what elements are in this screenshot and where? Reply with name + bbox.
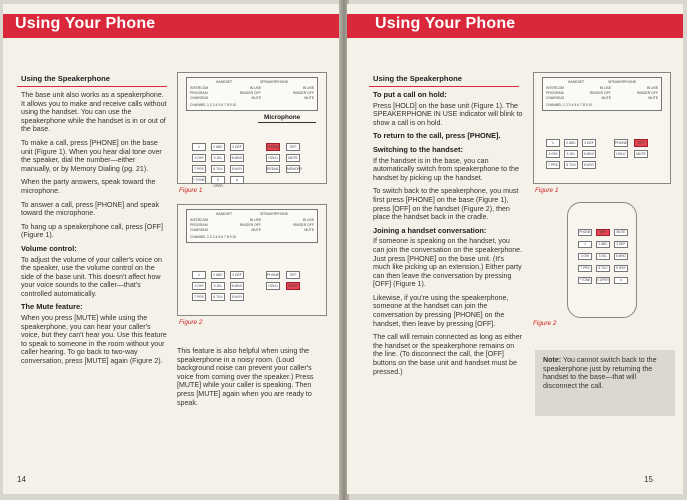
- rpanel-label-speakerphone: SPEAKERPHONE: [608, 80, 637, 84]
- fig2-off-button: OFF: [286, 271, 300, 279]
- indicator-panel: [186, 77, 318, 111]
- hs-mute-button: MUTE: [614, 229, 628, 236]
- hold-text: Press [HOLD] on the base unit (Figure 1). The SPEAKERPHONE IN USE indicator will blink to show a call is on hold.: [373, 101, 523, 127]
- right-column-text: [373, 91, 523, 381]
- handset-figure-2: [567, 202, 637, 318]
- r-phone-button: PHONE: [615, 141, 628, 145]
- hs-key-2: 2 ABC: [596, 241, 610, 248]
- right-section-heading: Using the Speakerphone: [373, 74, 463, 83]
- indicator-panel-2: [186, 209, 318, 243]
- volume-heading: Volume control:: [21, 243, 77, 253]
- panel-label-intercom: INTERCOM: [190, 86, 209, 90]
- note-text: You cannot switch back to the speakerphone just by returning the handset to the base—that will disconnect the call.: [543, 356, 657, 390]
- redial-button: REDIAL: [267, 167, 280, 171]
- r-key-3: 3 DEF: [582, 139, 596, 147]
- r-key-9: 9 WXY: [583, 163, 595, 167]
- key-6: 6 MNO: [231, 156, 243, 160]
- key-2: 2 ABC: [211, 143, 225, 151]
- join-heading: Joining a handset conversation:: [373, 225, 487, 235]
- hs-key-1: 1: [578, 241, 592, 248]
- fig2-phone-button: PHONE: [267, 273, 280, 277]
- key-9: 9 WXY: [231, 167, 243, 171]
- panel2-label-in-use: IN USE: [249, 218, 262, 222]
- microphone-pointer: [258, 122, 316, 123]
- right-section-rule: [369, 86, 519, 87]
- key-star: * TONE: [193, 178, 205, 182]
- rpanel-label-in-use-2: IN USE: [646, 86, 658, 90]
- key-5: 5 JKL: [211, 154, 225, 162]
- left-section-rule: [17, 86, 167, 87]
- join-text-3: The call will remain connected as long as either the handset or the speakerphone remains on the line. (To disconnect the call, the [OFF] buttons on the base unit and handset must be pressed.): [373, 333, 523, 376]
- r-key-1: 1: [546, 139, 560, 147]
- hs-key-star: * TONE: [579, 278, 591, 282]
- panel2-label-ringer-off-2: RINGER OFF: [293, 223, 314, 227]
- panel2-label-speakerphone: SPEAKERPHONE: [260, 212, 289, 216]
- panel-label-in-use: IN USE: [249, 86, 262, 90]
- panel2-label-mute-2: MUTE: [304, 228, 314, 232]
- fig2-mute-button: MUTE: [286, 282, 300, 290]
- rpanel-label-handset: HANDSET: [567, 80, 585, 84]
- r-mute-button: MUTE: [634, 150, 648, 158]
- base-unit-figure-1: [177, 72, 327, 188]
- key-3: 3 DEF: [230, 143, 244, 151]
- right-page-number: 15: [644, 475, 653, 484]
- fig2-key-5: 5 JKL: [211, 282, 225, 290]
- hs-key-7: 7 PRS: [578, 265, 592, 272]
- paragraph-make-call: To make a call, press [PHONE] on the base unit (Figure 1). When you hear dial tone over the speaker, dial the number—either manually, or by Memory Dialing (pg. 21).: [21, 138, 162, 173]
- fig2-key-1: 1: [192, 271, 206, 279]
- memory-button: MEMORY: [287, 167, 303, 171]
- panel2-label-intercom: INTERCOM: [190, 218, 209, 222]
- hold-button: HOLD: [266, 154, 280, 162]
- paragraph-hang-up: To hang up a speakerphone call, press [OFF] (Figure 1).: [21, 222, 163, 240]
- key-4: 4 GHI: [192, 154, 206, 162]
- rpanel-label-program: PROGRAM: [546, 91, 564, 95]
- mute-text-continued: This feature is also helpful when using the speakerphone in a noisy room. (Loud background noise can prevent your caller's voice from coming over the speaker.) Press [MUTE] while your caller is speaking. Then press [MUTE] again when you are ready to speak.: [177, 347, 314, 407]
- switch-heading: Switching to the handset:: [373, 144, 463, 154]
- panel-label-handset: HANDSET: [215, 80, 233, 84]
- microphone-label: Microphone: [264, 114, 301, 121]
- panel2-label-mute: MUTE: [251, 228, 262, 232]
- panel-label-mute-2: MUTE: [304, 96, 314, 100]
- panel2-channel-row: CHANNEL 1 2 3 4 5 6 7 8 9 10: [190, 235, 237, 239]
- rpanel-label-charging: CHARGING: [546, 96, 565, 100]
- hs-key-0: 0 OPER: [597, 278, 609, 282]
- panel-channel-row: CHANNEL 1 2 3 4 5 6 7 8 9 10: [190, 103, 237, 107]
- right-figure-2-label: Figure 2: [533, 320, 557, 327]
- r-key-6: 6 MNO: [583, 152, 595, 156]
- join-text: If someone is speaking on the handset, you can join the conversation on the speakerphone. Just press [PHONE] on the base unit. (It's much like picking up an extension.) Either party can then leave the conversation by pressing [OFF] (Figure 1).: [373, 237, 523, 289]
- off-button: OFF: [286, 143, 300, 151]
- right-base-unit-figure-1: [533, 72, 671, 184]
- left-column2-text: [177, 347, 327, 412]
- hs-key-5: 5 JKL: [596, 253, 610, 260]
- volume-text: To adjust the volume of your caller's voice on the speaker, use the volume control on the side of the base unit. This doesn't affect how your voice sounds to the caller—that's controlled automatically.: [21, 255, 162, 298]
- left-page-title: Using Your Phone: [15, 15, 156, 32]
- hs-key-6: 6 MNO: [615, 254, 627, 258]
- mute-text: When you press [MUTE] while using the speakerphone, you can hear your caller's voice, but they can't hear you. Use this feature to speak to someone in the room without your caller hearing. To go back to two-way conversation, press [MUTE] again (Figure 2).: [21, 314, 167, 366]
- note-label: Note:: [543, 356, 562, 364]
- right-title-banner: [347, 14, 683, 38]
- paragraph-party-answers: When the party answers, speak toward the microphone.: [21, 178, 156, 195]
- panel-label-ringer-off: RINGER OFF: [239, 91, 261, 95]
- panel-label-charging: CHARGING: [190, 96, 209, 100]
- hs-key-8: 8 TUV: [596, 265, 610, 272]
- hs-key-4: 4 GHI: [578, 253, 592, 260]
- panel-label-in-use-2: IN USE: [302, 86, 314, 90]
- rpanel-label-intercom: INTERCOM: [546, 86, 565, 90]
- key-8: 8 TUV: [211, 165, 225, 173]
- key-1: 1: [192, 143, 206, 151]
- fig2-key-6: 6 MNO: [231, 284, 243, 288]
- fig2-key-3: 3 DEF: [230, 271, 244, 279]
- hs-key-3: 3 DEF: [614, 241, 628, 248]
- panel2-label-charging: CHARGING: [190, 228, 209, 232]
- left-page: [3, 4, 341, 494]
- rpanel-label-in-use: IN USE: [599, 86, 612, 90]
- fig2-key-7: 7 PRS: [192, 293, 206, 301]
- panel2-label-in-use-2: IN USE: [302, 218, 314, 222]
- panel2-label-handset: HANDSET: [215, 212, 233, 216]
- right-indicator-panel: [542, 77, 662, 111]
- return-heading: To return to the call, press [PHONE].: [373, 131, 501, 141]
- hs-key-hash: #: [614, 277, 628, 284]
- right-page: [347, 4, 683, 494]
- r-key-2: 2 ABC: [564, 139, 578, 147]
- note-box: [535, 350, 675, 416]
- left-title-banner: [3, 14, 341, 38]
- r-key-5: 5 JKL: [564, 150, 578, 158]
- fig2-key-8: 8 TUV: [211, 293, 225, 301]
- fig2-key-4: 4 GHI: [192, 282, 206, 290]
- r-hold-button: HOLD: [614, 150, 628, 158]
- panel-label-ringer-off-2: RINGER OFF: [293, 91, 314, 95]
- rpanel-label-mute-2: MUTE: [648, 96, 658, 100]
- r-key-7: 7 PRS: [546, 161, 560, 169]
- panel2-label-program: PROGRAM: [190, 223, 208, 227]
- right-figure-1-label: Figure 1: [535, 187, 559, 194]
- switch-text: If the handset is in the base, you can automatically switch from speakerphone to the handset by picking up the handset.: [373, 156, 519, 182]
- phone-button: PHONE: [267, 145, 280, 149]
- right-page-title: Using Your Phone: [375, 15, 516, 32]
- rpanel-label-mute: MUTE: [601, 96, 612, 100]
- rpanel-label-ringer-off-2: RINGER OFF: [637, 91, 658, 95]
- left-section-heading: Using the Speakerphone: [21, 74, 111, 83]
- hs-phone-button: PHONE: [579, 230, 591, 234]
- fig2-hold-button: HOLD: [266, 282, 280, 290]
- panel-label-mute: MUTE: [251, 96, 262, 100]
- key-hash: #: [230, 176, 244, 184]
- left-figure-1-label: Figure 1: [179, 187, 203, 194]
- key-7: 7 PRS: [192, 165, 206, 173]
- rpanel-channel-row: CHANNEL 1 2 3 4 5 6 7 8 9 10: [546, 103, 593, 107]
- panel-label-program: PROGRAM: [190, 91, 208, 95]
- panel2-label-ringer-off: RINGER OFF: [239, 223, 261, 227]
- r-off-button: OFF: [634, 139, 648, 147]
- hs-off-button: OFF: [596, 229, 610, 236]
- r-key-4: 4 GHI: [546, 150, 560, 158]
- panel-label-speakerphone: SPEAKERPHONE: [260, 80, 289, 84]
- paragraph-answer-call: To answer a call, press [PHONE] and speak toward the microphone.: [21, 200, 159, 218]
- left-figure-2-label: Figure 2: [179, 319, 203, 326]
- rpanel-label-ringer-off: RINGER OFF: [589, 91, 611, 95]
- fig2-key-2: 2 ABC: [211, 271, 225, 279]
- hold-heading: To put a call on hold:: [373, 90, 447, 99]
- key-0: 0 OPER: [211, 176, 225, 184]
- mute-button: MUTE: [286, 154, 300, 162]
- base-unit-figure-2: [177, 204, 327, 316]
- fig2-key-9: 9 WXY: [231, 295, 243, 299]
- hs-key-9: 9 WXY: [614, 265, 628, 272]
- paragraph-intro: The base unit also works as a speakerphone. It allows you to make and receive calls without using the handset. You can use the speakerphone while the handset is in or out of the base.: [21, 91, 167, 134]
- r-key-8: 8 TUV: [564, 161, 578, 169]
- left-column-text: [21, 91, 167, 371]
- join-text-2: Likewise, if you're using the speakerphone, someone at the handset can join the conversation by pressing [PHONE] on the handset, then leave by pressing [OFF].: [373, 293, 509, 328]
- left-page-number: 14: [17, 475, 26, 484]
- mute-heading: The Mute feature:: [21, 302, 83, 312]
- switch-text-2: To switch back to the speakerphone, you must first press [PHONE] on the base (Figure 1), press [OFF] on the handset (Figure 2), then place the handset back in the cradle.: [373, 187, 519, 222]
